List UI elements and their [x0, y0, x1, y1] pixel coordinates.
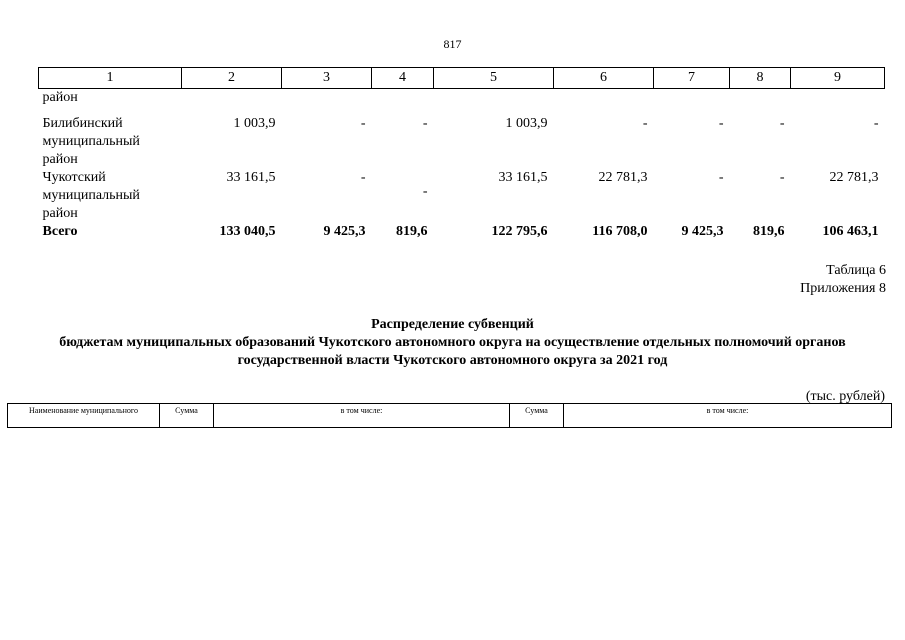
table-label-line: Приложения 8: [800, 281, 886, 296]
column-header: Сумма: [160, 404, 214, 428]
table-label-line: Таблица 6: [826, 263, 886, 278]
table-cell: -: [718, 116, 724, 131]
row-name: [39, 169, 182, 223]
table-cell: 819,6: [753, 224, 785, 239]
heading-line: государственной власти Чукотского автономного округа за 2021 год: [237, 353, 668, 368]
column-number: 7: [654, 68, 730, 89]
row-name-line: муниципальный: [42, 188, 140, 203]
column-number: 6: [554, 68, 654, 89]
row-name-line: муниципальный: [42, 134, 140, 149]
row-name-line: район: [42, 152, 78, 167]
table-row: [39, 89, 885, 108]
table-cell: 1 003,9: [505, 116, 548, 131]
column-number-row: [39, 68, 885, 89]
row-name-line: район: [42, 206, 78, 221]
table-cell: 133 040,5: [219, 224, 276, 239]
table-cell: -: [360, 170, 366, 185]
table-cell: 22 781,3: [598, 170, 648, 185]
table-cell: -: [360, 116, 366, 131]
column-number: 1: [39, 68, 182, 89]
table-cell: -: [718, 170, 724, 185]
heading-line: Распределение субвенций: [371, 317, 534, 332]
document-heading: [0, 316, 905, 370]
row-name-line: Чукотский: [42, 170, 106, 185]
table-cell: 33 161,5: [226, 170, 276, 185]
column-number: 2: [182, 68, 282, 89]
column-number: 5: [434, 68, 554, 89]
table-cell: -: [642, 116, 648, 131]
table-row: [39, 169, 885, 223]
row-name: [39, 107, 182, 169]
table-cell: -: [422, 184, 428, 199]
table-label: [800, 262, 886, 298]
subvention-table-header: [7, 403, 892, 428]
column-number: 8: [730, 68, 791, 89]
table-cell: -: [873, 116, 879, 131]
column-header: Наименование муниципального: [8, 404, 160, 428]
table-cell: 106 463,1: [822, 224, 879, 239]
heading-line: бюджетам муниципальных образований Чукотского автономного округа на осуществление отдельных полномочий органов: [59, 335, 846, 350]
table-cell: -: [779, 170, 785, 185]
column-header: в том числе:: [214, 404, 510, 428]
table-cell: 122 795,6: [491, 224, 548, 239]
column-header: в том числе:: [564, 404, 892, 428]
column-header: Сумма: [510, 404, 564, 428]
page-number: 817: [443, 37, 462, 51]
column-number: 3: [282, 68, 372, 89]
continuation-table: [38, 67, 885, 241]
total-row: [39, 223, 885, 241]
table-cell: 9 425,3: [681, 224, 724, 239]
units-label: (тыс. рублей): [805, 389, 885, 404]
table-cell: 819,6: [396, 224, 428, 239]
row-name: [39, 89, 182, 108]
column-number: 4: [372, 68, 434, 89]
table-cell: 22 781,3: [829, 170, 879, 185]
row-name-line: район: [42, 90, 78, 105]
table-cell: 116 708,0: [592, 224, 648, 239]
header-row: [8, 404, 892, 428]
table-cell: 9 425,3: [323, 224, 366, 239]
row-name: Всего: [42, 224, 78, 239]
row-name-line: Билибинский: [42, 116, 123, 131]
table-cell: -: [779, 116, 785, 131]
table-cell: 1 003,9: [233, 116, 276, 131]
table-row: [39, 107, 885, 169]
table-cell: -: [422, 116, 428, 131]
column-number: 9: [791, 68, 885, 89]
table-cell: 33 161,5: [498, 170, 548, 185]
